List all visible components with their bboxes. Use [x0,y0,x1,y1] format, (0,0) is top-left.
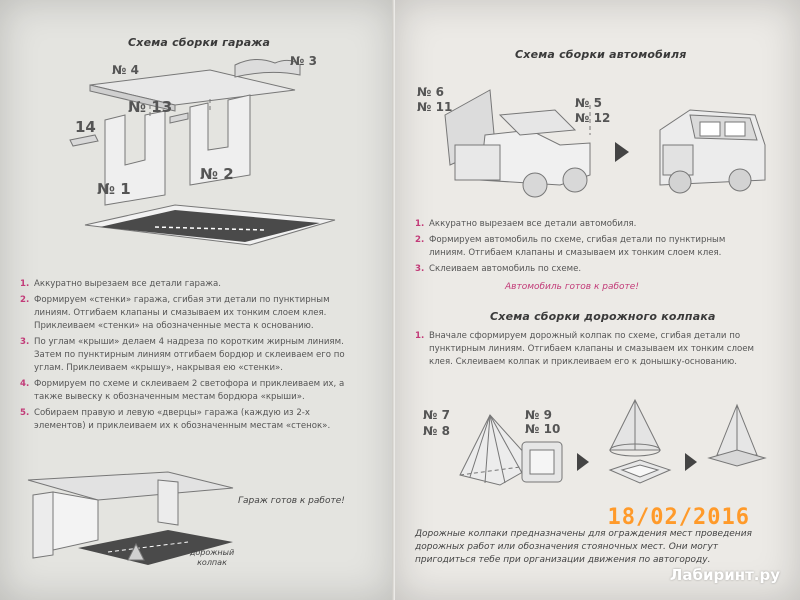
part-label-2: № 2 [200,165,234,183]
arrow-icon [577,453,589,471]
part-label-6: № 6 [417,85,444,99]
list-item: 2. Формируем «стенки» гаража, сгибая эти детали по пунктирным линиям. Отгибаем клапаны и смазываем их тонким слоем клея. Приклеиваем «стенки» на обозначенные места к основанию. [20,295,330,331]
arrow-icon [685,453,697,471]
garage-ready-text: Гараж готов к работе! [238,496,345,506]
part-label-3: № 3 [290,54,317,68]
left-page [0,0,395,600]
cone-caption: дорожный колпак [189,548,235,567]
arrow-icon [615,142,629,162]
list-item: 2. Формируем автомобиль по схеме, сгибая детали по пунктирным линиям. Отгибаем клапаны и смазываем их тонким слоем клея. [415,235,726,258]
part-label-8: № 8 [423,424,450,438]
part-label-13: № 13 [128,98,173,116]
car-assembly-diagram [440,85,640,200]
part-label-1: № 1 [97,180,131,198]
cone-steps [415,330,755,372]
part-label-4: № 4 [112,63,139,77]
list-item: 1. Аккуратно вырезаем все детали гаража. [20,279,221,289]
watermark: Лабиринт.ру [669,566,780,584]
list-item: 5. Собираем правую и левую «дверцы» гаража (каждую из 2-х элементов) и приклеиваем их к обозначенным местам «стенок». [20,408,331,431]
cone-finished-illustration [707,400,767,470]
garage-steps [20,278,360,436]
car-ready-text: Автомобиль готов к работе! [505,282,639,292]
list-item: 4. Формируем по схеме и склеиваем 2 светофора и приклеиваем их, а также вывеску к обозначенным местам бордюра «крыши». [20,379,345,402]
date-stamp: 18/02/2016 [607,505,750,530]
car-finished-illustration [645,100,775,195]
part-label-11: № 11 [417,100,453,114]
garage-title: Схема сборки гаража [128,36,271,49]
part-label-10: № 10 [525,422,561,436]
list-item: 3. Склеиваем автомобиль по схеме. [415,264,582,274]
list-item: 1. Аккуратно вырезаем все детали автомобиля. [415,219,637,229]
car-title: Схема сборки автомобиля [515,48,687,61]
cone-base-diagram [520,440,565,485]
part-label-12: № 12 [575,111,611,125]
part-label-14: 14 [75,118,96,136]
part-label-9: № 9 [525,408,552,422]
part-label-7: № 7 [423,408,450,422]
garage-assembly-diagram [60,45,380,245]
cone-assembly-diagram [600,395,680,490]
list-item: 3. По углам «крыши» делаем 4 надреза по коротким жирным линиям. Затем по пунктирным линиям отгибаем бордюр и склеиваем его по углам. Приклеиваем «крышу», накрывая ею «стенки». [20,337,345,373]
cone-title: Схема сборки дорожного колпака [490,310,716,323]
part-label-5: № 5 [575,96,602,110]
car-steps [415,218,755,279]
list-item: 1. Вначале сформируем дорожный колпак по схеме, сгибая детали по пунктирным линиям. Отгибаем клапаны и смазываем их тонким слоем клея. Склеиваем колпак и приклеиваем его к донышку-основанию. [415,331,754,367]
cone-note: Дорожные колпаки предназначены для ограждения мест проведения дорожных работ или обозначения стояночных мест. Они могут пригодиться тебе при организации движения по автогороду. [415,529,752,565]
